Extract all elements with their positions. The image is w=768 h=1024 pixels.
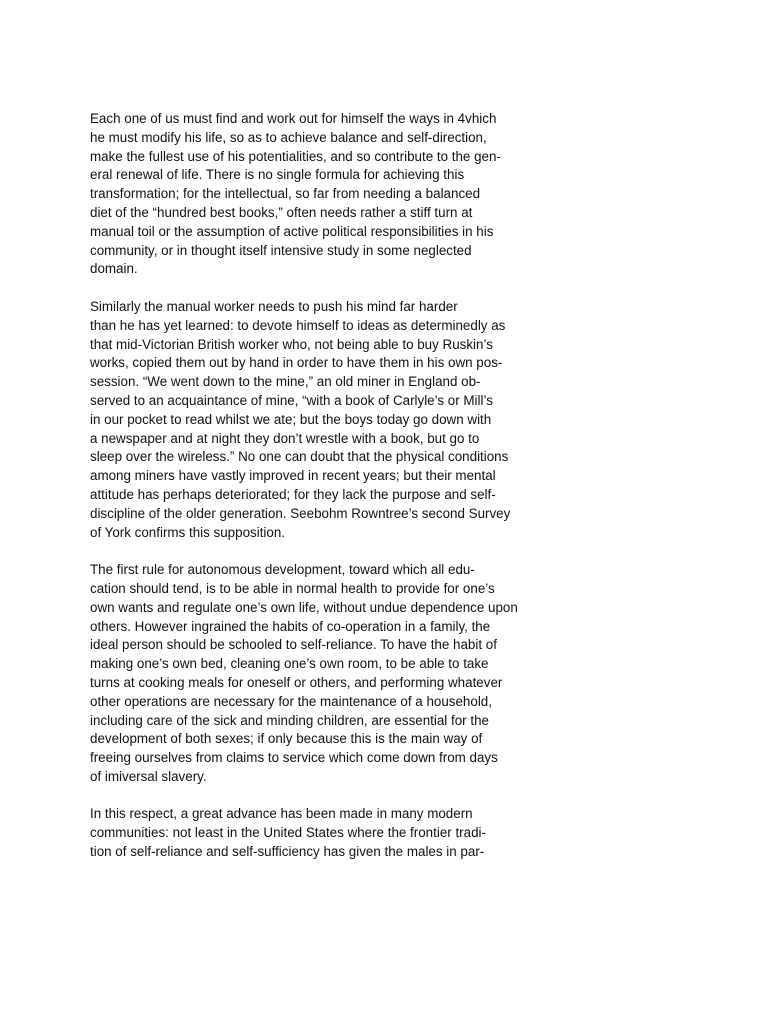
text-line: discipline of the older generation. Seebohm Rowntree’s second Survey <box>90 505 511 521</box>
text-line: cation should tend, is to be able in normal health to provide for one’s <box>90 580 495 596</box>
text-line: domain. <box>90 261 138 277</box>
text-line: attitude has perhaps deteriorated; for they lack the purpose and self- <box>90 486 496 502</box>
text-line: others. However ingrained the habits of co-operation in a family, the <box>90 618 491 634</box>
text-line: ideal person should be schooled to self-reliance. To have the habit of <box>90 637 497 653</box>
text-line: manual toil or the assumption of active political responsibilities in his <box>90 223 494 239</box>
text-line: sleep over the wireless.” No one can doubt that the physical conditions <box>90 449 509 465</box>
text-line: works, copied them out by hand in order to have them in his own pos- <box>90 355 503 371</box>
text-line: served to an acquaintance of mine, “with a book of Carlyle’s or Mill’s <box>90 392 493 408</box>
paragraph <box>90 110 550 279</box>
text-line: The first rule for autonomous development, toward which all edu- <box>90 562 475 578</box>
text-line: tion of self-reliance and self-sufficiency has given the males in par- <box>90 844 485 860</box>
text-line: community, or in thought itself intensive study in some neglected <box>90 242 472 258</box>
text-line: diet of the “hundred best books,” often needs rather a stiff turn at <box>90 204 473 220</box>
paragraph <box>90 298 550 542</box>
paragraph <box>90 805 550 861</box>
text-line: Similarly the manual worker needs to push his mind far harder <box>90 298 458 314</box>
text-line: development of both sexes; if only because this is the main way of <box>90 731 483 747</box>
text-line: than he has yet learned: to devote himself to ideas as determinedly as <box>90 317 506 333</box>
text-line: own wants and regulate one’s own life, without undue dependence upon <box>90 599 518 615</box>
text-line: in our pocket to read whilst we ate; but the boys today go down with <box>90 411 492 427</box>
paragraph <box>90 561 550 787</box>
text-line: a newspaper and at night they don’t wrestle with a book, but go to <box>90 430 480 446</box>
text-line: that mid-Victorian British worker who, not being able to buy Ruskin’s <box>90 336 493 352</box>
text-line: of York confirms this supposition. <box>90 524 286 540</box>
text-line: session. “We went down to the mine,” an old miner in England ob- <box>90 374 481 390</box>
text-line: Each one of us must find and work out for himself the ways in 4vhich <box>90 111 497 126</box>
text-line: freeing ourselves from claims to service which come down from days <box>90 750 498 766</box>
text-line: In this respect, a great advance has been made in many modern <box>90 806 473 822</box>
text-line: he must modify his life, so as to achieve balance and self-direction, <box>90 129 487 145</box>
text-line: of imiversal slavery. <box>90 768 207 784</box>
text-line: transformation; for the intellectual, so far from needing a balanced <box>90 186 481 202</box>
text-line: turns at cooking meals for oneself or others, and performing whatever <box>90 674 503 690</box>
text-line: including care of the sick and minding children, are essential for the <box>90 712 489 728</box>
text-line: make the fullest use of his potentialities, and so contribute to the gen- <box>90 148 501 164</box>
text-line: among miners have vastly improved in recent years; but their mental <box>90 468 496 484</box>
text-line: communities: not least in the United States where the frontier tradi- <box>90 825 486 841</box>
text-line: making one’s own bed, cleaning one’s own room, to be able to take <box>90 656 489 672</box>
body-text <box>90 110 550 881</box>
text-line: eral renewal of life. There is no single formula for achieving this <box>90 167 465 183</box>
text-line: other operations are necessary for the maintenance of a household, <box>90 693 492 709</box>
